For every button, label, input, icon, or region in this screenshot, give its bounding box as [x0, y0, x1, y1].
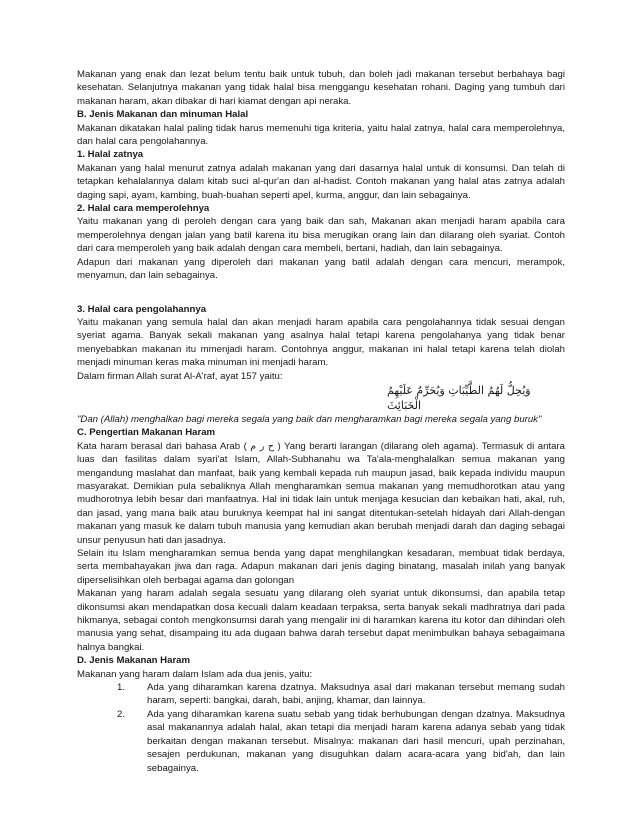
spacer	[77, 283, 565, 303]
sub1-heading: 1. Halal zatnya	[77, 149, 144, 161]
section-d-heading: D. Jenis Makanan Haram	[77, 655, 191, 667]
sub2-paragraph-2: Adapun dari makanan yang diperoleh dari makanan yang batil adalah dengan cara mencuri, merampok, menyamun, dan lain sebagainya.	[77, 256, 565, 282]
intro-paragraph: Makanan yang enak dan lezat belum tentu baik untuk tubuh, dan boleh jadi makanan tersebut berbahaya bagi kesehatan. Selanjutnya makanan yang tidak halal bisa menggangu kesehatan rohani. Daging yang tumbuh dari makanan haram, akan dibakar di hari kiamat dengan api neraka.	[77, 69, 565, 107]
list-item-text: Ada yang diharamkan karena suatu sebab yang tidak berhubungan dengan dzatnya. Maksudnya asal makanannya adalah halal, akan tetapi dia menjadi haram karena adanya sebab yang tidak berkaitan dengan makanan tersebut. Misalnya: makanan dari hasil mencuri, upah perzinahan, sesajen perdukunan, makanan yang disuguhkan dalam acara-acara yang bid'ah, dan lain sebagainya.	[147, 708, 565, 774]
sub2-heading: 2. Halal cara memperolehnya	[77, 203, 210, 215]
section-b-paragraph: Makanan dikatakan halal paling tidak harus memenuhi tiga kriteria, yaitu halal zatnya, halal cara memperolehnya, dan halal cara pengolahannya.	[77, 122, 565, 148]
quran-reference: Dalam firman Allah surat Al-A'raf, ayat 157 yaitu:	[77, 370, 283, 382]
list-item-text: Ada yang diharamkan karena dzatnya. Maksudnya asal dari makanan tersebut memang sudah haram, seperti: bangkai, darah, babi, anjing, khamar, dan lainnya.	[147, 682, 565, 707]
list-item	[77, 681, 565, 708]
list-item-number: 2.	[117, 708, 126, 720]
list-item	[77, 708, 565, 775]
sub2-paragraph: Yaitu makanan yang di peroleh dengan cara yang baik dan sah, Makanan akan menjadi haram apabila cara memperolehnya dengan jalan yang batil karena itu bisa merugikan orang lain dan dilarang oleh syariat. Contoh dari cara memperoleh yang baik adalah dengan cara membeli, bertani, hadiah, dan lain sebagainya.	[77, 216, 565, 255]
sub3-paragraph: Yaitu makanan yang semula halal dan akan menjadi haram apabila cara pengolahannya tidak sesuai dengan syeriat agama. Banyak sekali makanan yang asalnya halal tetapi karena pengolahanya yang tidak benar menyebabkan makanan itu mmenjadi haram. Contohnya anggur, makanan ini halal tetapi karena telah diolah menjadi minuman keras maka minuman ini menjadi haram.	[77, 316, 565, 369]
section-c-paragraph-1: Kata haram berasal dari bahasa Arab ( ح ر م ) Yang berarti larangan (dilarang oleh agama). Termasuk di antara luas dan fasilitas dalam syari'at Islam, Allah-Subhanahu wa Ta'ala-menghalalkan semua makanan yang mengandung maslahat dan manfaat, baik yang kembali kepada ruh maupun jasad, baik kepada individu maupun masyarakat. Demikian pula sebaliknya Allah mengharamkan semua makanan yang memudhorotkan atau yang mudhorotnya lebih besar dari manfaatnya. Hal ini tidak lain untuk menjaga kesucian dan kebaikan hati, akal, ruh, dan jasad, yang mana baik atau buruknya keempat hal ini sangat ditentukan-setelah hidayah dari Allah-dengan makanan yang masuk ke dalam tubuh manusia yang kemudian akan berubah menjadi darah dan daging sebagai unsur penyusun hati dan jasadnya.	[77, 440, 565, 546]
sub1-paragraph: Makanan yang halal menurut zatnya adalah makanan yang dari dasarnya halal untuk di konsumsi. Dan telah di tetapkan kehalalannya dalam kitab suci al-qur'an dan al-hadist. Contoh makanan yang halal atas zatnya adalah daging sapi, ayam, kambing, buah-buahan seperti apel, kurma, anggur, dan lain sebagainya.	[77, 162, 565, 201]
section-d-paragraph: Makanan yang haram dalam Islam ada dua jenis, yaitu:	[77, 668, 313, 680]
section-c-paragraph-3: Makanan yang haram adalah segala sesuatu yang dilarang oleh syariat untuk dikonsumsi, dan apabila tetap dikonsumsi akan mendapatkan dosa kecuali dalam keadaan terpaksa, serta banyak sekali madhratnya dari pada hikmanya, sebagai contoh mengkonsumsi darah yang mengalir ini di haramkan karena itu kotor dan dihindari oleh manusia yang sehat, disampaing itu ada dugaan bahwa darah tersebut dapat menimbulkan bahaya sebagaimana halnya bangkai.	[77, 588, 565, 653]
document-page	[77, 68, 565, 775]
list-item-number: 1.	[117, 682, 126, 694]
haram-types-list	[77, 681, 565, 775]
arabic-verse: وَيُحِلُّ لَهُمُ الطَّيِّبَاتِ وَيُحَرِّمُ عَلَيْهِمُ الْخَبَائِثَ	[387, 383, 531, 412]
section-c-heading: C. Pengertian Makanan Haram	[77, 427, 216, 439]
section-b-heading: B. Jenis Makanan dan minuman Halal	[77, 109, 249, 121]
verse-translation: "Dan (Allah) menghalkan bagi mereka segala yang baik dan mengharamkan bagi mereka segala yang buruk"	[77, 413, 542, 425]
section-c-paragraph-2: Selain itu Islam mengharamkan semua benda yang dapat menghilangkan kesadaran, membuat tidak berdaya, serta membahayakan jiwa dan raga. Adapun makanan dari jenis daging binatang, masalah inilah yang banyak diperselisihkan oleh berbagai agama dan golongan	[77, 548, 565, 586]
sub3-heading: 3. Halal cara pengolahannya	[77, 303, 207, 315]
